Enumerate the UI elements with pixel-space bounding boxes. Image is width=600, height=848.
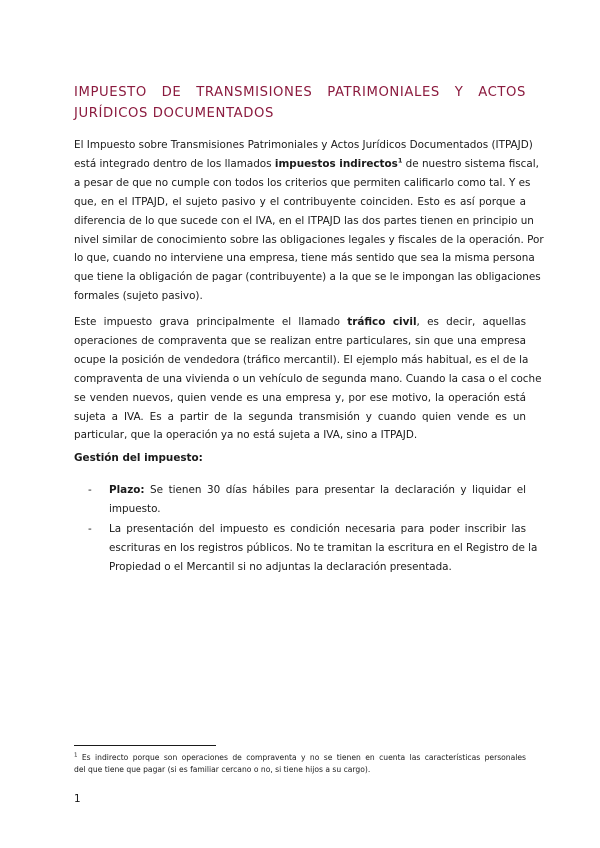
title-line: IMPUESTO DE TRANSMISIONES PATRIMONIALES Y ACTOS	[74, 85, 526, 100]
footnote-marker: 1	[74, 752, 78, 759]
text-line: Este impuesto grava principalmente el llamado tráfico civil, es decir, aquellas	[74, 316, 526, 328]
footnote-separator	[74, 745, 216, 746]
text-line: del que tiene que pagar (si es familiar cercano o no, si tiene hijos a su cargo).	[74, 765, 371, 774]
text-line: nivel similar de conocimiento sobre las obligaciones legales y fiscales de la operación. Por	[74, 233, 544, 246]
text-line: que tiene la obligación de pagar (contribuyente) a la que se le impongan las obligaciones	[74, 271, 541, 284]
second-paragraph	[74, 313, 542, 445]
text-line: Plazo: Se tienen 30 días hábiles para presentar la declaración y liquidar el	[109, 484, 526, 496]
text-line: El Impuesto sobre Transmisiones Patrimoniales y Actos Jurídicos Documentados (ITPAJD)	[74, 139, 533, 151]
intro-paragraph	[74, 136, 544, 306]
text-line: La presentación del impuesto es condición necesaria para poder inscribir las	[109, 522, 526, 535]
bold-term: tráfico civil	[347, 316, 417, 328]
list-item	[88, 520, 538, 577]
text-line: Propiedad o el Mercantil si no adjuntas la declaración presentada.	[109, 560, 452, 573]
text-line: compraventa de una vivienda o un vehículo de segunda mano. Cuando la casa o el coche	[74, 372, 542, 385]
text-line: que, en el ITPAJD, el sujeto pasivo y el contribuyente coinciden. Esto es así porque a	[74, 195, 526, 208]
text-line: se venden nuevos, quien vende es una empresa y, por ese motivo, la operación está	[74, 391, 526, 404]
page-title	[74, 82, 526, 124]
text-line: a pesar de que no cumple con todos los criterios que permiten calificarlo como tal. Y es	[74, 176, 531, 189]
text-line: ocupe la posición de vendedora (tráfico mercantil). El ejemplo más habitual, es el de la	[74, 353, 529, 366]
dash-bullet: -	[88, 484, 92, 496]
text-line: formales (sujeto pasivo).	[74, 290, 203, 303]
footnote	[74, 752, 526, 776]
section-heading: Gestión del impuesto:	[74, 452, 203, 464]
text-line: diferencia de lo que sucede con el IVA, en el ITPAJD las dos partes tienen en principio un	[74, 214, 534, 227]
list-item	[88, 481, 526, 519]
bold-term: impuestos indirectos	[274, 157, 398, 170]
page-number: 1	[74, 793, 81, 805]
bullet-list	[88, 481, 538, 578]
footnote-ref[interactable]: 1	[397, 156, 403, 165]
text-line: está integrado dentro de los llamados impuestos indirectos$^1$ de nuestro sistema fiscal,	[74, 156, 539, 170]
dash-bullet: -	[88, 522, 92, 535]
text-line: escrituras en los registros públicos. No te tramitan la escritura en el Registro de la	[109, 541, 538, 554]
text-line: sujeta a IVA. Es a partir de la segunda transmisión y cuando quien vende es un	[74, 410, 526, 423]
text-line: $^1$ Es indirecto porque son operaciones de compraventa y no se tienen en cuenta las características personales	[74, 752, 526, 762]
text-line: operaciones de compraventa que se realizan entre particulares, sin que una empresa	[74, 334, 526, 347]
text-line: impuesto.	[109, 502, 161, 515]
text-line: particular, que la operación ya no está sujeta a IVA, sino a ITPAJD.	[74, 429, 418, 442]
text-line: lo que, cuando no interviene una empresa, tiene más sentido que sea la misma persona	[74, 252, 535, 265]
title-line: JURÍDICOS DOCUMENTADOS	[74, 106, 274, 121]
bold-term: Plazo:	[109, 484, 145, 496]
